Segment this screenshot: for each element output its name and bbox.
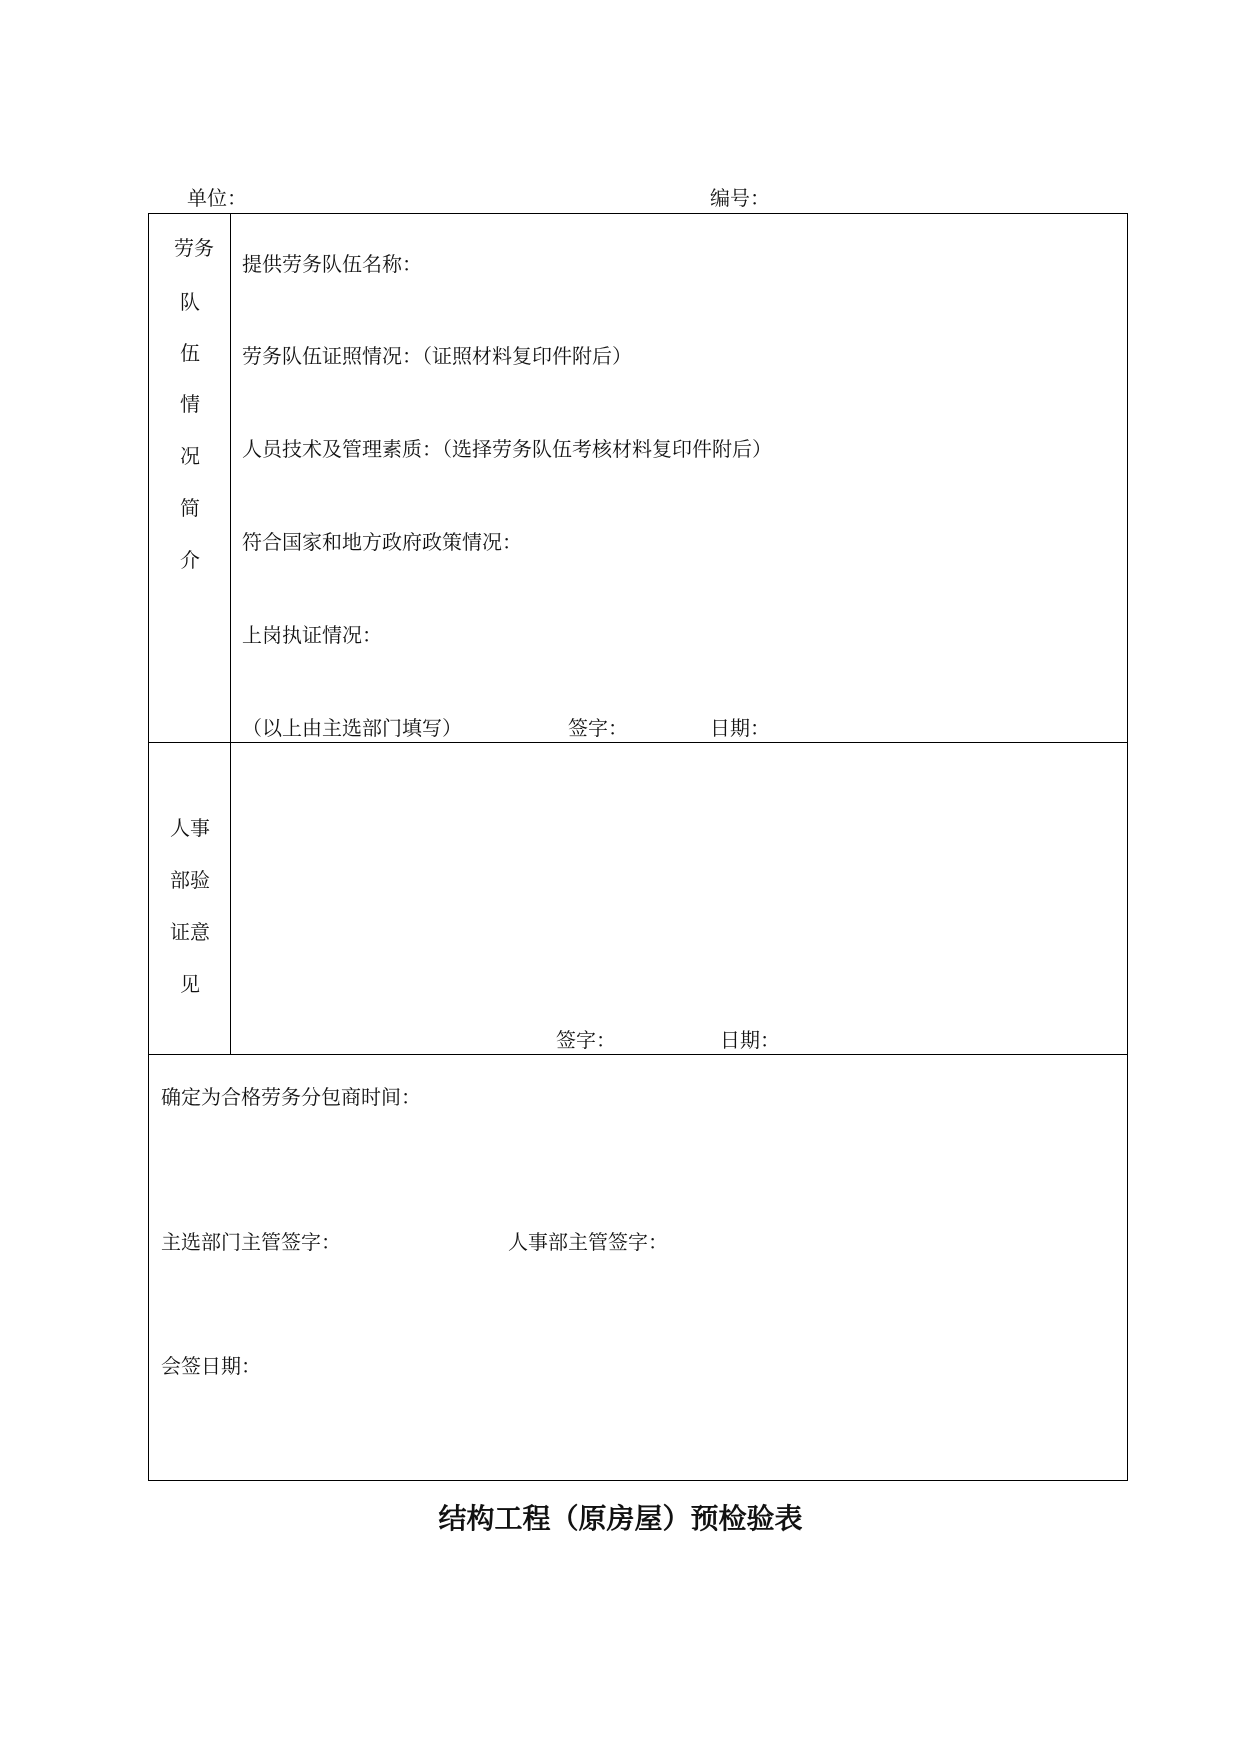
certified-post-field: 上岗执证情况： (242, 623, 382, 647)
license-status-field: 劳务队伍证照情况：（证照材料复印件附后） (242, 344, 632, 368)
filled-by-note: （以上由主选部门填写） (242, 716, 462, 740)
hr-sign-label: 人事部主管签字： (508, 1230, 668, 1254)
countersign-date-label: 会签日期： (161, 1354, 261, 1378)
team-name-field: 提供劳务队伍名称： (242, 252, 422, 276)
side-label-line: 劳务 (174, 236, 214, 260)
section2-date-label: 日期： (720, 1028, 780, 1052)
side-label-line: 证意 (170, 920, 210, 944)
staff-quality-field: 人员技术及管理素质：（选择劳务队伍考核材料复印件附后） (242, 437, 772, 461)
side-label-line: 部验 (170, 868, 210, 892)
section2-sign-label: 签字： (556, 1028, 616, 1052)
side-label-line: 见 (180, 972, 200, 996)
side-label-line: 情 (180, 392, 200, 416)
side-label-line: 况 (180, 444, 200, 468)
side-label-line: 伍 (180, 341, 200, 365)
side-label-line: 人事 (170, 816, 210, 840)
section1-sign-label: 签字： (568, 716, 628, 740)
section1-date-label: 日期： (710, 716, 770, 740)
next-form-title: 结构工程（原房屋）预检验表 (438, 1502, 803, 1535)
side-label-line: 队 (180, 290, 200, 314)
number-label: 编号： (710, 186, 770, 210)
side-label-line: 简 (180, 496, 200, 520)
main-dept-sign-label: 主选部门主管签字： (161, 1230, 341, 1254)
qualified-time-label: 确定为合格劳务分包商时间： (161, 1085, 421, 1109)
unit-label: 单位： (187, 186, 247, 210)
side-label-line: 介 (180, 548, 200, 572)
policy-compliance-field: 符合国家和地方政府政策情况： (242, 530, 522, 554)
